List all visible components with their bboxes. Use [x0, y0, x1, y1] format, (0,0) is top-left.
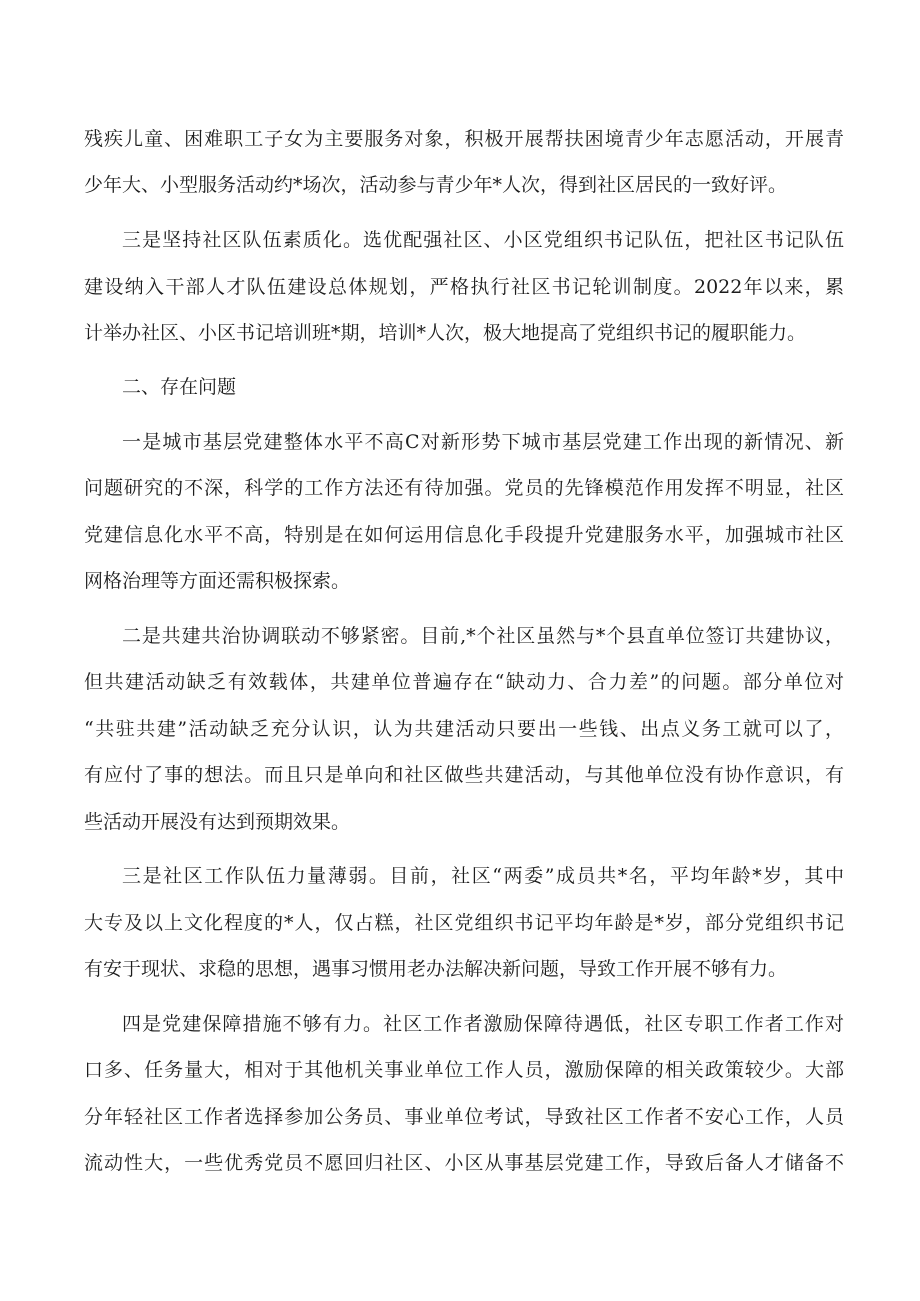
text-line: 残疾儿童、困难职工子女为主要服务对象，积极开展帮扶困境青少年志愿活动，开展青: [84, 128, 844, 150]
text-line: 些活动开展没有达到预期效果。: [84, 811, 351, 833]
text-line: 但共建活动缺乏有效载体，共建单位普遍存在“缺动力、合力差”的问题。部分单位对: [84, 671, 844, 693]
text-line: 少年大、小型服务活动约*场次，活动参与青少年*人次，得到社区居民的一致好评。: [84, 174, 788, 196]
text-line: 建设纳入干部人才队伍建设总体规划，严格执行社区书记轮训制度。2022年以来，累: [84, 276, 844, 298]
text-line: 大专及以上文化程度的*人，仅占糕，社区党组织书记平均年龄是*岁，部分党组织书记: [84, 912, 844, 934]
text-line: 网格治理等方面还需积极探索。: [84, 570, 351, 592]
text-line: 口多、任务量大，相对于其他机关事业单位工作人员，激励保障的相关政策较少。大部: [84, 1059, 844, 1081]
text-line: 计举办社区、小区书记培训班*期，培训*人次，极大地提高了党组织书记的履职能力。: [84, 322, 807, 344]
text-line: “共驻共建”活动缺乏充分认识，认为共建活动只要出一些钱、出点义务工就可以了，: [84, 718, 844, 740]
text-line: 党建信息化水平不高，特别是在如何运用信息化手段提升党建服务水平，加强城市社区: [84, 524, 844, 546]
text-line: 有应付了事的想法。而且只是单向和社区做些共建活动，与其他单位没有协作意识，有: [84, 764, 844, 786]
text-line: 四是党建保障措施不够有力。社区工作者激励保障待遇低，社区专职工作者工作对: [122, 1013, 844, 1035]
text-line: 三是坚持社区队伍素质化。选优配强社区、小区党组织书记队伍，把社区书记队伍: [122, 229, 844, 251]
text-line: 流动性大，一些优秀党员不愿回归社区、小区从事基层党建工作，导致后备人才储备不: [84, 1152, 844, 1174]
text-line: 一是城市基层党建整体水平不高C对新形势下城市基层党建工作出现的新情况、新: [122, 431, 844, 453]
text-line: 分年轻社区工作者选择参加公务员、事业单位考试，导致社区工作者不安心工作，人员: [84, 1106, 844, 1128]
text-line: 有安于现状、求稳的思想，遇事习惯用老办法解决新问题，导致工作开展不够有力。: [84, 958, 788, 980]
text-line: 三是社区工作队伍力量薄弱。目前，社区“两委”成员共*名，平均年龄*岁，其中: [122, 865, 844, 887]
section-heading: 二、存在问题: [122, 376, 237, 398]
text-line: 二是共建共治协调联动不够紧密。目前,*个社区虽然与*个县直单位签订共建协议，: [122, 625, 844, 647]
text-line: 问题研究的不深，科学的工作方法还有待加强。党员的先锋模范作用发挥不明显，社区: [84, 477, 844, 499]
